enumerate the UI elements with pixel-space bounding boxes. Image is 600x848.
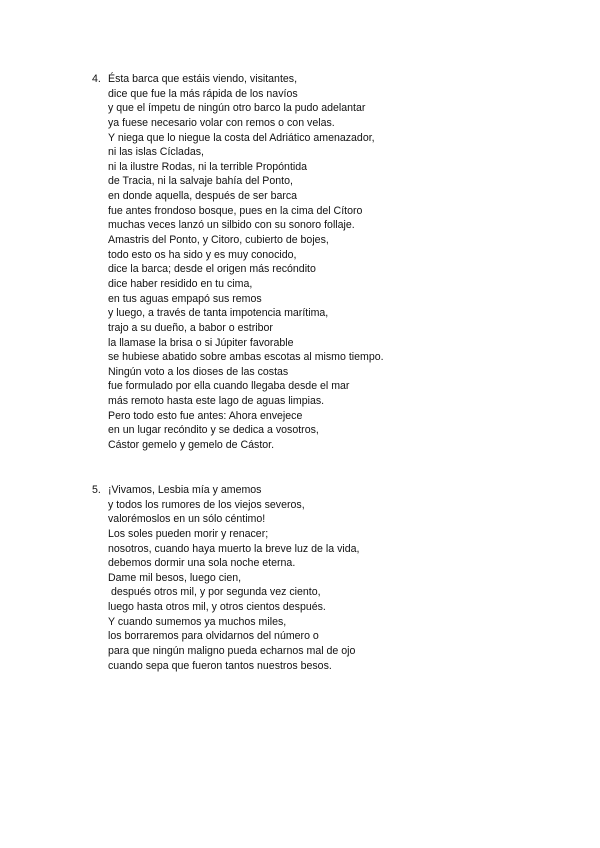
poem-line: en un lugar recóndito y se dedica a vosotros,: [108, 424, 319, 437]
poem-line: los borraremos para olvidarnos del número o: [108, 630, 319, 643]
poem-line: valorémoslos en un sólo céntimo!: [108, 513, 266, 526]
poem-line: trajo a su dueño, a babor o estribor: [108, 321, 273, 334]
poem-line: Cástor gemelo y gemelo de Cástor.: [108, 439, 275, 452]
poem-line: más remoto hasta este lago de aguas limpias.: [108, 395, 325, 408]
poem-line: dice haber residido en tu cima,: [108, 277, 253, 290]
poem-line: ya fuese necesario volar con remos o con velas.: [108, 116, 335, 129]
poem-line: y que el ímpetu de ningún otro barco la pudo adelantar: [108, 102, 366, 115]
poem-line: debemos dormir una sola noche eterna.: [108, 557, 296, 570]
poem-line: para que ningún maligno pueda echarnos mal de ojo: [108, 645, 356, 658]
poem-line: Ningún voto a los dioses de las costas: [108, 365, 289, 378]
poem-line: y todos los rumores de los viejos severos,: [108, 498, 305, 511]
poem-line: Dame mil besos, luego cien,: [108, 571, 242, 584]
poem-5: [92, 483, 572, 673]
poem-number: 4.: [92, 73, 101, 85]
poem-line: dice la barca; desde el origen más recóndito: [108, 263, 316, 276]
poem-line: fue antes frondoso bosque, pues en la cima del Cítoro: [108, 204, 363, 217]
poem-line: Ésta barca que estáis viendo, visitantes,: [108, 73, 298, 85]
poem-line: Pero todo esto fue antes: Ahora envejece: [108, 409, 303, 422]
poem-line: luego hasta otros mil, y otros cientos después.: [108, 601, 326, 614]
poem-line: de Tracia, ni la salvaje bahía del Ponto,: [108, 175, 293, 188]
poem-line: en tus aguas empapó sus remos: [108, 292, 262, 305]
poem-lines: [108, 483, 572, 673]
poem-line: Los soles pueden morir y renacer;: [108, 527, 269, 540]
poem-line: Amastris del Ponto, y Citoro, cubierto de bojes,: [108, 234, 329, 247]
poem-line: ni la ilustre Rodas, ni la terrible Propóntida: [108, 160, 308, 173]
poem-line: nosotros, cuando haya muerto la breve luz de la vida,: [108, 542, 360, 555]
poem-line: la llamase la brisa o si Júpiter favorable: [108, 336, 294, 349]
poem-line: muchas veces lanzó un silbido con su sonoro follaje.: [108, 219, 355, 232]
poem-4: [92, 72, 572, 453]
poem-line: dice que fue la más rápida de los navíos: [108, 87, 298, 100]
poem-line: ni las islas Cícladas,: [108, 146, 204, 159]
poem-line: en donde aquella, después de ser barca: [108, 190, 298, 203]
poem-line: ¡Vivamos, Lesbia mía y amemos: [108, 484, 262, 496]
poem-line: Y cuando sumemos ya muchos miles,: [108, 615, 287, 628]
poem-line: todo esto os ha sido y es muy conocido,: [108, 248, 297, 261]
poem-number: 5.: [92, 484, 101, 496]
poem-line: fue formulado por ella cuando llegaba desde el mar: [108, 380, 350, 393]
poem-line: se hubiese abatido sobre ambas escotas al mismo tiempo.: [108, 351, 384, 364]
poem-line: cuando sepa que fueron tantos nuestros besos.: [108, 659, 332, 672]
poem-lines: [108, 72, 572, 453]
poem-line: después otros mil, y por segunda vez ciento,: [108, 586, 321, 599]
poem-line: y luego, a través de tanta impotencia marítima,: [108, 307, 329, 320]
poem-line: Y niega que lo niegue la costa del Adriático amenazador,: [108, 131, 375, 144]
